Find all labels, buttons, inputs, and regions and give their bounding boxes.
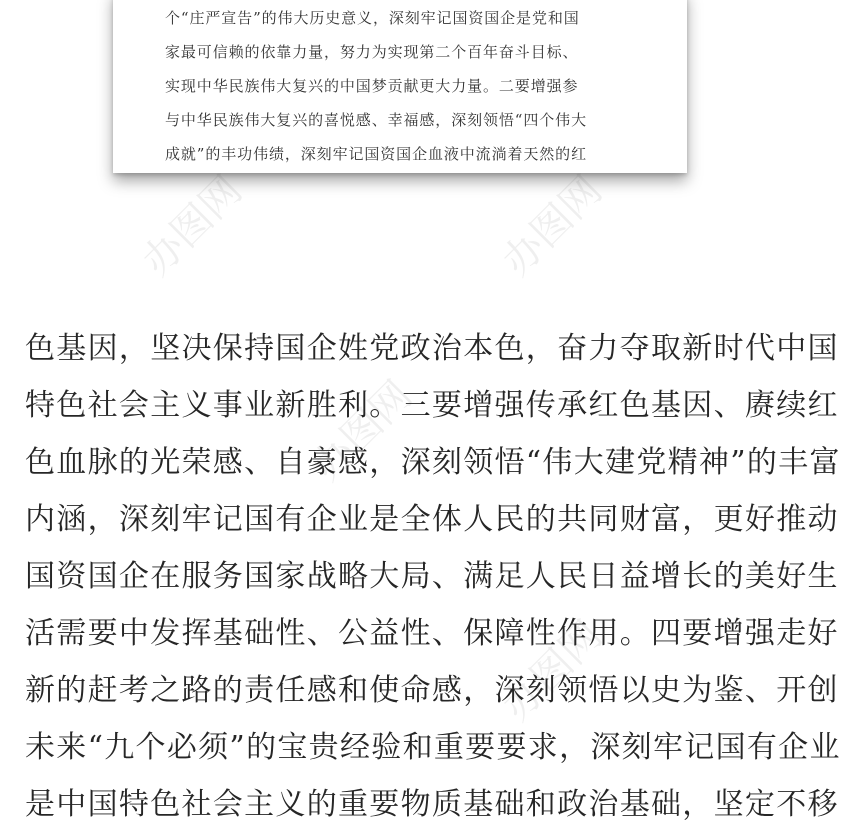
preview-line: 与中华民族伟大复兴的喜悦感、幸福感，深刻领悟“四个伟大 [165, 111, 587, 129]
preview-line: 家最可信赖的依靠力量，努力为实现第二个百年奋斗目标、 [165, 43, 579, 61]
body-line: 特色社会主义事业新胜利。三要增强传承红色基因、赓续红 [25, 388, 839, 423]
body-line: 活需要中发挥基础性、公益性、保障性作用。四要增强走好 [25, 616, 839, 651]
preview-line: 个“庄严宣告”的伟大历史意义，深刻牢记国资国企是党和国 [165, 9, 580, 27]
body-line: 内涵，深刻牢记国有企业是全体人民的共同财富，更好推动 [25, 502, 839, 537]
watermark-4: 办图网 [493, 612, 612, 730]
preview-line: 实现中华民族伟大复兴的中国梦贡献更大力量。二要增强参 [165, 77, 579, 95]
body-line: 未来“九个必须”的宝贵经验和重要要求，深刻牢记国有企业 [25, 730, 841, 765]
body-line: 新的赶考之路的责任感和使命感，深刻领悟以史为鉴、开创 [25, 673, 839, 708]
body-line: 色血脉的光荣感、自豪感，深刻领悟“伟大建党精神”的丰富 [25, 445, 841, 480]
document-preview-card [113, 0, 687, 173]
watermark-1: 办图网 [133, 167, 252, 285]
preview-line: 成就”的丰功伟绩，深刻牢记国资国企血液中流淌着天然的红 [165, 145, 587, 163]
body-line: 是中国特色社会主义的重要物质基础和政治基础，坚定不移 [25, 787, 839, 822]
body-line: 色基因，坚决保持国企姓党政治本色，奋力夺取新时代中国 [25, 331, 839, 366]
body-line: 国资国企在服务国家战略大局、满足人民日益增长的美好生 [25, 559, 839, 594]
watermark-2: 办图网 [493, 167, 612, 285]
watermark-3: 办图网 [303, 372, 422, 490]
